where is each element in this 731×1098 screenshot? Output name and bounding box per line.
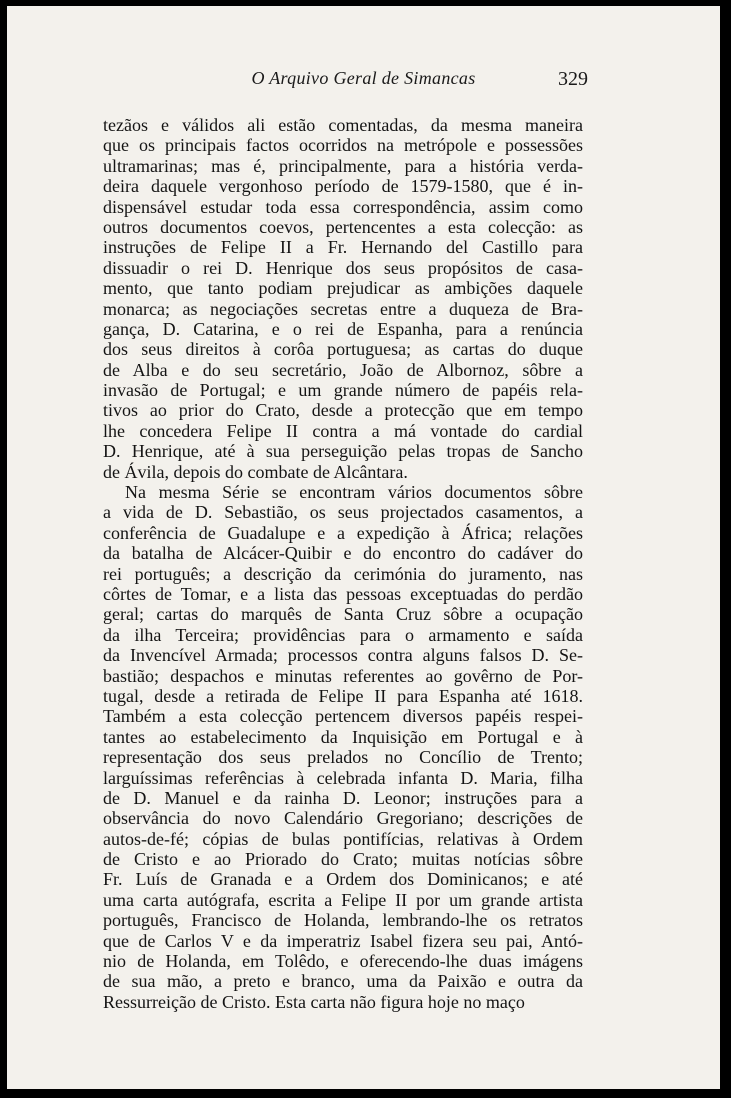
text-line: gança, D. Catarina, e o rei de Espanha, para a renúncia (103, 318, 583, 339)
text-line: instruções de Felipe II a Fr. Hernando del Castillo para (103, 237, 583, 258)
body-text (103, 115, 583, 1012)
text-line: tivos ao prior do Crato, desde a protecção que em tempo (103, 400, 583, 421)
text-line: D. Henrique, até à sua perseguição pelas tropas de Sancho (103, 441, 583, 462)
text-line: invasão de Portugal; e um grande número de papéis rela- (103, 380, 583, 401)
text-line: rei português; a descrição da cerimónia do juramento, nas (103, 563, 583, 584)
text-line: Ressurreição de Cristo. Esta carta não figura hoje no maço (103, 991, 525, 1012)
text-line: nio de Holanda, em Tolêdo, e oferecendo-lhe duas imágens (103, 951, 583, 972)
text-line: a vida de D. Sebastião, os seus projectados casamentos, a (103, 502, 583, 523)
text-line: de Ávila, depois do combate de Alcântara. (103, 461, 408, 482)
text-line: da batalha de Alcácer-Quibir e do encontro do cadáver do (103, 543, 583, 564)
text-line: bastião; despachos e minutas referentes ao govêrno de Por- (103, 665, 583, 686)
text-line: da ilha Terceira; providências para o armamento e saída (103, 624, 583, 645)
text-line: da Invencível Armada; processos contra alguns falsos D. Se- (103, 645, 583, 666)
page-number: 329 (558, 68, 588, 90)
text-line: conferência de Guadalupe e a expedição à África; relações (103, 522, 583, 543)
text-line: monarca; as negociações secretas entre a duqueza de Bra- (103, 298, 583, 319)
text-line: dissuadir o rei D. Henrique dos seus propósitos de casa- (103, 257, 583, 278)
text-line: tantes ao estabelecimento da Inquisição em Portugal e à (103, 726, 583, 747)
running-title: O Arquivo Geral de Simancas (251, 68, 476, 88)
text-line: de sua mão, a preto e branco, uma da Paixão e outra da (103, 971, 583, 992)
text-line: outros documentos coevos, pertencentes a esta colecção: as (103, 216, 583, 237)
text-line: tezãos e válidos ali estão comentadas, da mesma maneira (103, 115, 583, 135)
text-line: de D. Manuel e da rainha D. Leonor; instruções para a (103, 787, 583, 808)
text-line: côrtes de Tomar, e a lista das pessoas exceptuadas do perdão (103, 583, 583, 604)
text-line: Na mesma Série se encontram vários documentos sôbre (125, 482, 583, 503)
text-line: observância do novo Calendário Gregoriano; descrições de (103, 808, 583, 829)
text-line: deira daquele vergonhoso período de 1579-1580, que é in- (103, 176, 583, 197)
text-line: dos seus direitos à corôa portuguesa; as cartas do duque (103, 339, 583, 360)
text-line: ultramarinas; mas é, principalmente, para a história verda- (103, 155, 583, 176)
text-line: que os principais factos ocorridos na metrópole e possessões (103, 135, 583, 156)
text-line: uma carta autógrafa, escrita a Felipe II por um grande artista (103, 889, 583, 910)
text-line: tugal, desde a retirada de Felipe II para Espanha até 1618. (103, 685, 583, 706)
text-line: representação dos seus prelados no Concílio de Trento; (103, 747, 583, 768)
book-page (7, 6, 720, 1089)
text-line: que de Carlos V e da imperatriz Isabel fizera seu pai, Antó- (103, 930, 583, 951)
text-line: geral; cartas do marquês de Santa Cruz sôbre a ocupação (103, 604, 583, 625)
running-head (7, 68, 720, 108)
text-line: Fr. Luís de Granada e a Ordem dos Dominicanos; e até (103, 869, 583, 890)
text-line: larguíssimas referências à celebrada infanta D. Maria, filha (103, 767, 583, 788)
text-line: autos-de-fé; cópias de bulas pontifícias, relativas à Ordem (103, 828, 583, 849)
text-line: português, Francisco de Holanda, lembrando-lhe os retratos (103, 910, 583, 931)
text-line: mento, que tanto podiam prejudicar as ambições daquele (103, 278, 583, 299)
text-line: dispensável estudar toda essa correspondência, assim como (103, 196, 583, 217)
text-line: lhe concedera Felipe II contra a má vontade do cardial (103, 420, 583, 441)
text-line: de Alba e do seu secretário, João de Albornoz, sôbre a (103, 359, 583, 380)
text-line: Também a esta colecção pertencem diversos papéis respei- (103, 706, 583, 727)
text-line: de Cristo e ao Priorado do Crato; muitas notícias sôbre (103, 849, 583, 870)
